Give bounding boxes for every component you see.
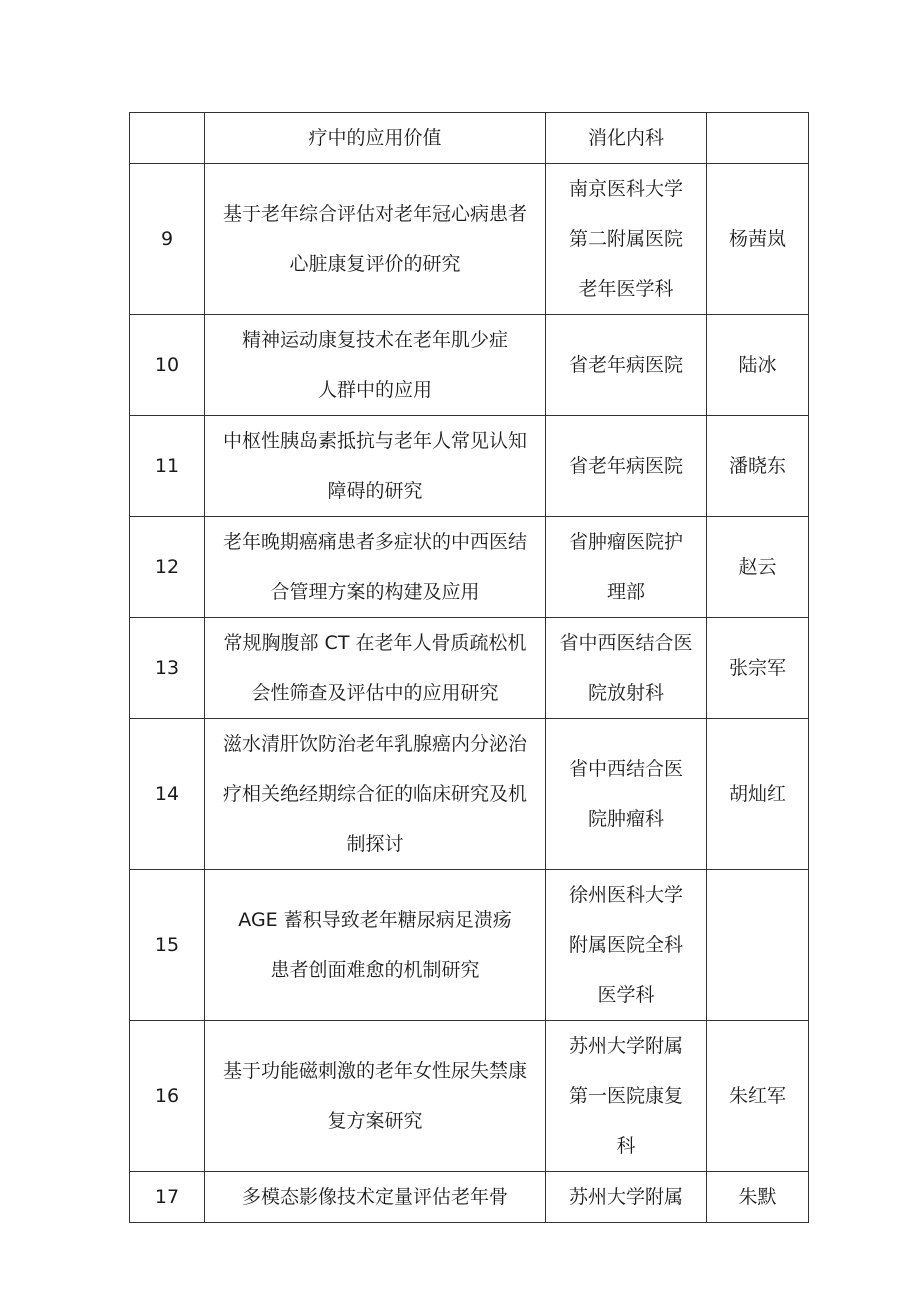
project-title-line: 合管理方案的构建及应用 bbox=[270, 581, 480, 603]
unit-name bbox=[546, 870, 707, 1021]
unit-line: 徐州医科大学 bbox=[568, 884, 683, 906]
project-title bbox=[205, 416, 546, 517]
table-row bbox=[130, 113, 809, 164]
project-title-line: 障碍的研究 bbox=[327, 480, 423, 502]
unit-line: 科 bbox=[616, 1135, 636, 1157]
unit-line: 苏州大学附属 bbox=[568, 1035, 683, 1057]
row-number: 11 bbox=[130, 416, 205, 517]
unit-line: 省中西结合医 bbox=[568, 758, 683, 780]
project-title-line: 基于功能磁刺激的老年女性尿失禁康 bbox=[222, 1060, 527, 1082]
project-title-line: 患者创面难愈的机制研究 bbox=[270, 959, 480, 981]
person-name: 潘晓东 bbox=[707, 416, 809, 517]
unit-line: 医学科 bbox=[597, 984, 655, 1006]
person-name: 赵云 bbox=[707, 517, 809, 618]
table-body bbox=[130, 113, 809, 1223]
unit-name bbox=[546, 1021, 707, 1172]
table-row bbox=[130, 618, 809, 719]
unit-line: 理部 bbox=[606, 581, 645, 603]
project-title-line: 老年晚期癌痛患者多症状的中西医结 bbox=[222, 531, 527, 553]
project-title bbox=[205, 1021, 546, 1172]
project-title-line: 制探讨 bbox=[346, 833, 404, 855]
person-name: 朱默 bbox=[707, 1172, 809, 1223]
unit-line: 省肿瘤医院护 bbox=[568, 531, 683, 553]
person-name: 陆冰 bbox=[707, 315, 809, 416]
row-number: 13 bbox=[130, 618, 205, 719]
project-title bbox=[205, 719, 546, 870]
table-row bbox=[130, 719, 809, 870]
table-row bbox=[130, 164, 809, 315]
person-name: 杨茜岚 bbox=[707, 164, 809, 315]
person-name bbox=[707, 870, 809, 1021]
project-title-line: 疗相关绝经期综合征的临床研究及机 bbox=[222, 783, 527, 805]
row-number: 17 bbox=[130, 1172, 205, 1223]
project-title-line: 滋水清肝饮防治老年乳腺癌内分泌治 bbox=[222, 733, 527, 755]
unit-name bbox=[546, 113, 707, 164]
project-title-line: 精神运动康复技术在老年肌少症 bbox=[241, 329, 508, 351]
row-number: 9 bbox=[130, 164, 205, 315]
unit-name bbox=[546, 618, 707, 719]
project-title bbox=[205, 113, 546, 164]
unit-line: 南京医科大学 bbox=[568, 178, 683, 200]
table-row bbox=[130, 416, 809, 517]
project-title bbox=[205, 164, 546, 315]
project-table bbox=[129, 112, 809, 1223]
unit-name bbox=[546, 517, 707, 618]
project-title bbox=[205, 315, 546, 416]
unit-line: 苏州大学附属 bbox=[568, 1186, 683, 1208]
project-title bbox=[205, 1172, 546, 1223]
project-title-line: 复方案研究 bbox=[327, 1110, 423, 1132]
unit-name bbox=[546, 1172, 707, 1223]
unit-name bbox=[546, 315, 707, 416]
row-number: 12 bbox=[130, 517, 205, 618]
project-title-line: 中枢性胰岛素抵抗与老年人常见认知 bbox=[222, 430, 527, 452]
project-title-line: 疗中的应用价值 bbox=[308, 127, 442, 149]
table-row bbox=[130, 1021, 809, 1172]
unit-line: 省老年病医院 bbox=[568, 455, 683, 477]
person-name bbox=[707, 113, 809, 164]
unit-line: 院放射科 bbox=[587, 682, 664, 704]
project-title-line: 心脏康复评价的研究 bbox=[289, 253, 461, 275]
person-name: 张宗军 bbox=[707, 618, 809, 719]
table-row bbox=[130, 315, 809, 416]
unit-line: 第二附属医院 bbox=[568, 228, 683, 250]
person-name: 胡灿红 bbox=[707, 719, 809, 870]
project-title-line: AGE 蓄积导致老年糖尿病足溃疡 bbox=[238, 909, 512, 931]
row-number: 16 bbox=[130, 1021, 205, 1172]
table-row bbox=[130, 870, 809, 1021]
person-name: 朱红军 bbox=[707, 1021, 809, 1172]
project-title-line: 常规胸腹部 CT 在老年人骨质疏松机 bbox=[223, 632, 527, 654]
unit-line: 附属医院全科 bbox=[568, 934, 683, 956]
project-title-line: 基于老年综合评估对老年冠心病患者 bbox=[222, 203, 527, 225]
project-title bbox=[205, 870, 546, 1021]
row-number: 14 bbox=[130, 719, 205, 870]
unit-line: 省老年病医院 bbox=[568, 354, 683, 376]
project-title-line: 人群中的应用 bbox=[317, 379, 432, 401]
unit-name bbox=[546, 164, 707, 315]
unit-line: 省中西医结合医 bbox=[559, 632, 693, 654]
unit-line: 消化内科 bbox=[587, 127, 664, 149]
unit-name bbox=[546, 719, 707, 870]
unit-line: 老年医学科 bbox=[578, 278, 674, 300]
unit-line: 第一医院康复 bbox=[568, 1085, 683, 1107]
project-title bbox=[205, 517, 546, 618]
unit-name bbox=[546, 416, 707, 517]
unit-line: 院肿瘤科 bbox=[587, 808, 664, 830]
project-title-line: 多模态影像技术定量评估老年骨 bbox=[241, 1186, 508, 1208]
project-title-line: 会性筛查及评估中的应用研究 bbox=[251, 682, 499, 704]
table-row bbox=[130, 517, 809, 618]
row-number: 10 bbox=[130, 315, 205, 416]
table-row bbox=[130, 1172, 809, 1223]
row-number: 15 bbox=[130, 870, 205, 1021]
project-title bbox=[205, 618, 546, 719]
row-number bbox=[130, 113, 205, 164]
